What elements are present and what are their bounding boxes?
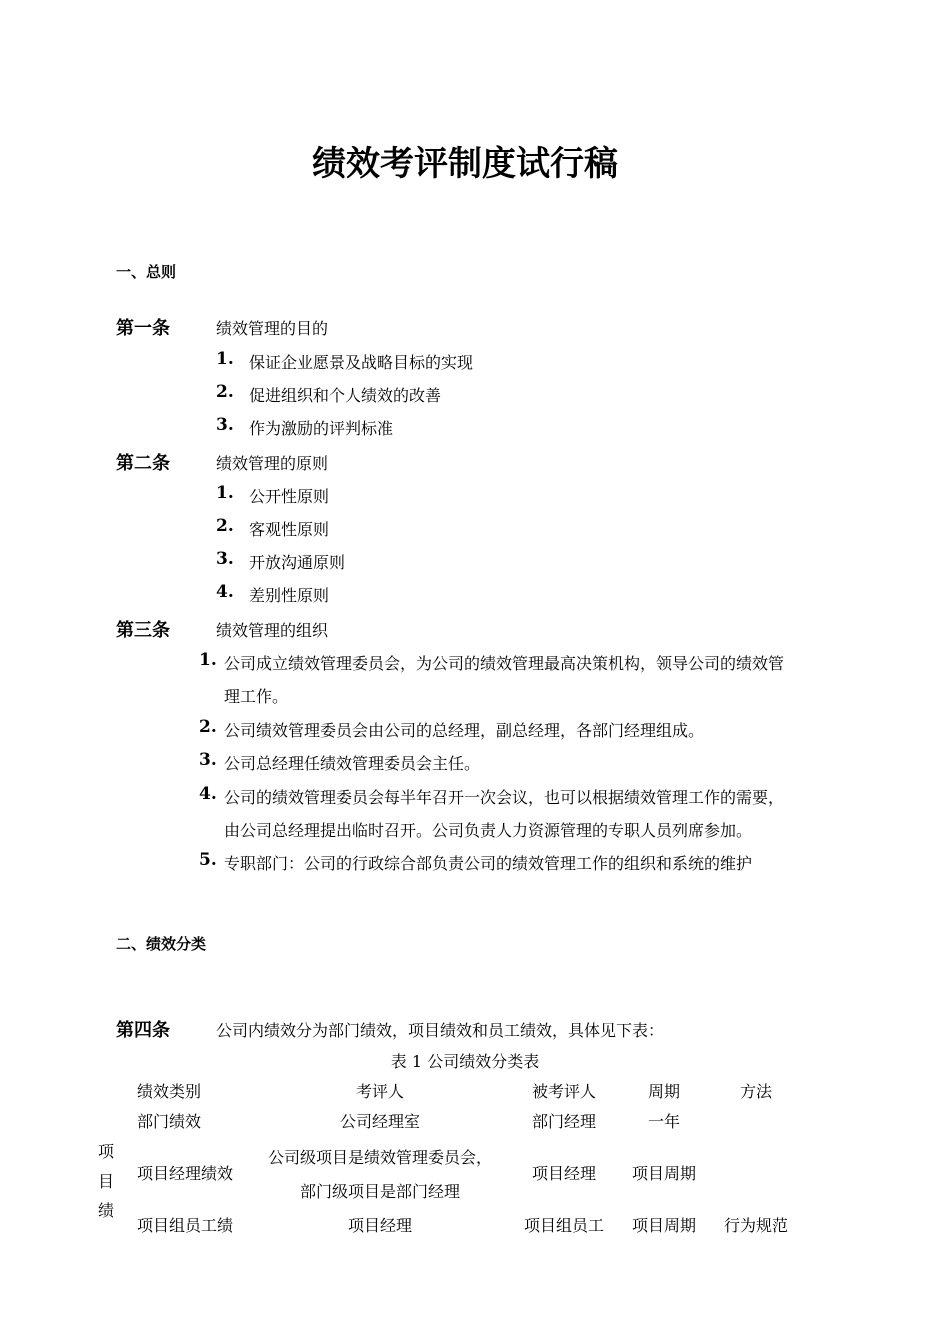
article-3-item-number: 5. bbox=[199, 850, 217, 870]
article-1-item-number: 1. bbox=[216, 349, 234, 369]
table-cell: 一年 bbox=[647, 1112, 680, 1131]
article-3-item-text: 专职部门：公司的行政综合部负责公司的绩效管理工作的组织和系统的维护 bbox=[224, 854, 753, 873]
article-3-item-number: 2. bbox=[199, 717, 217, 737]
article-3-item-continuation: 由公司总经理提出临时召开。公司负责人力资源管理的专职人员列席参加。 bbox=[224, 821, 753, 840]
table-group-label-char: 项 bbox=[98, 1142, 115, 1161]
table-cell: 项目经理 bbox=[347, 1216, 412, 1235]
article-2-item-text: 公开性原则 bbox=[249, 487, 330, 506]
article-2-heading: 绩效管理的原则 bbox=[216, 454, 329, 473]
table-header-cell: 绩效类别 bbox=[137, 1082, 202, 1101]
table-caption-prefix: 表 bbox=[390, 1052, 407, 1071]
table-cell: 部门级项目是部门经理 bbox=[299, 1182, 460, 1201]
table-header-cell: 被考评人 bbox=[531, 1082, 596, 1101]
article-3-item-number: 4. bbox=[199, 784, 217, 804]
article-2-item-number: 4. bbox=[216, 582, 234, 602]
article-1-item-text: 促进组织和个人绩效的改善 bbox=[249, 386, 442, 405]
article-2-label: 第二条 bbox=[116, 453, 170, 474]
table-caption bbox=[0, 1049, 930, 1072]
article-3-item-text: 公司绩效管理委员会由公司的总经理，副总经理，各部门经理组成。 bbox=[224, 721, 705, 740]
table-header-cell: 方法 bbox=[739, 1082, 772, 1101]
table-cell: 项目经理 bbox=[531, 1164, 596, 1183]
article-1-heading: 绩效管理的目的 bbox=[216, 319, 329, 338]
table-cell: 项目组员工绩 bbox=[137, 1216, 234, 1235]
table-caption-number: 1 bbox=[411, 1052, 423, 1071]
article-3-item-text: 公司总经理任绩效管理委员会主任。 bbox=[224, 754, 481, 773]
table-header-cell: 周期 bbox=[647, 1082, 680, 1101]
table-cell: 部门经理 bbox=[531, 1112, 596, 1131]
table-cell: 公司经理室 bbox=[339, 1112, 420, 1131]
table-cell: 行为规范 bbox=[723, 1216, 788, 1235]
article-2-item-text: 开放沟通原则 bbox=[249, 553, 346, 572]
article-3-item-number: 1. bbox=[199, 650, 217, 670]
article-1-label: 第一条 bbox=[116, 318, 170, 339]
section-heading-classification: 二、绩效分类 bbox=[116, 935, 207, 953]
document-title: 绩效考评制度试行稿 bbox=[312, 144, 618, 184]
article-1-item-number: 3. bbox=[216, 415, 234, 435]
table-cell: 项目周期 bbox=[631, 1164, 696, 1183]
section-heading-general: 一、总则 bbox=[116, 263, 177, 281]
article-4-label: 第四条 bbox=[116, 1020, 170, 1041]
article-1-item-number: 2. bbox=[216, 382, 234, 402]
article-3-item-continuation: 理工作。 bbox=[224, 687, 289, 706]
article-3-item-text: 公司的绩效管理委员会每半年召开一次会议，也可以根据绩效管理工作的需要， bbox=[224, 788, 785, 807]
table-group-label-char: 绩 bbox=[98, 1201, 115, 1220]
table-cell: 项目周期 bbox=[631, 1216, 696, 1235]
table-group-label-char: 目 bbox=[98, 1172, 115, 1191]
article-3-item-number: 3. bbox=[199, 750, 217, 770]
article-3-label: 第三条 bbox=[116, 620, 170, 641]
table-cell: 公司级项目是绩效管理委员会， bbox=[267, 1148, 492, 1167]
table-cell: 项目经理绩效 bbox=[137, 1164, 234, 1183]
article-4-text: 公司内绩效分为部门绩效，项目绩效和员工绩效，具体见下表： bbox=[216, 1021, 665, 1040]
article-2-item-number: 1. bbox=[216, 483, 234, 503]
article-3-item-text: 公司成立绩效管理委员会，为公司的绩效管理最高决策机构，领导公司的绩效管 bbox=[224, 654, 785, 673]
article-2-item-text: 差别性原则 bbox=[249, 586, 330, 605]
table-cell: 项目组员工 bbox=[523, 1216, 604, 1235]
table-caption-title: 公司绩效分类表 bbox=[427, 1052, 540, 1071]
article-2-item-text: 客观性原则 bbox=[249, 520, 330, 539]
article-3-heading: 绩效管理的组织 bbox=[216, 621, 329, 640]
article-2-item-number: 3. bbox=[216, 549, 234, 569]
article-1-item-text: 作为激励的评判标准 bbox=[249, 419, 394, 438]
table-cell: 部门绩效 bbox=[137, 1112, 202, 1131]
table-header-cell: 考评人 bbox=[355, 1082, 404, 1101]
article-2-item-number: 2. bbox=[216, 516, 234, 536]
article-1-item-text: 保证企业愿景及战略目标的实现 bbox=[249, 353, 474, 372]
